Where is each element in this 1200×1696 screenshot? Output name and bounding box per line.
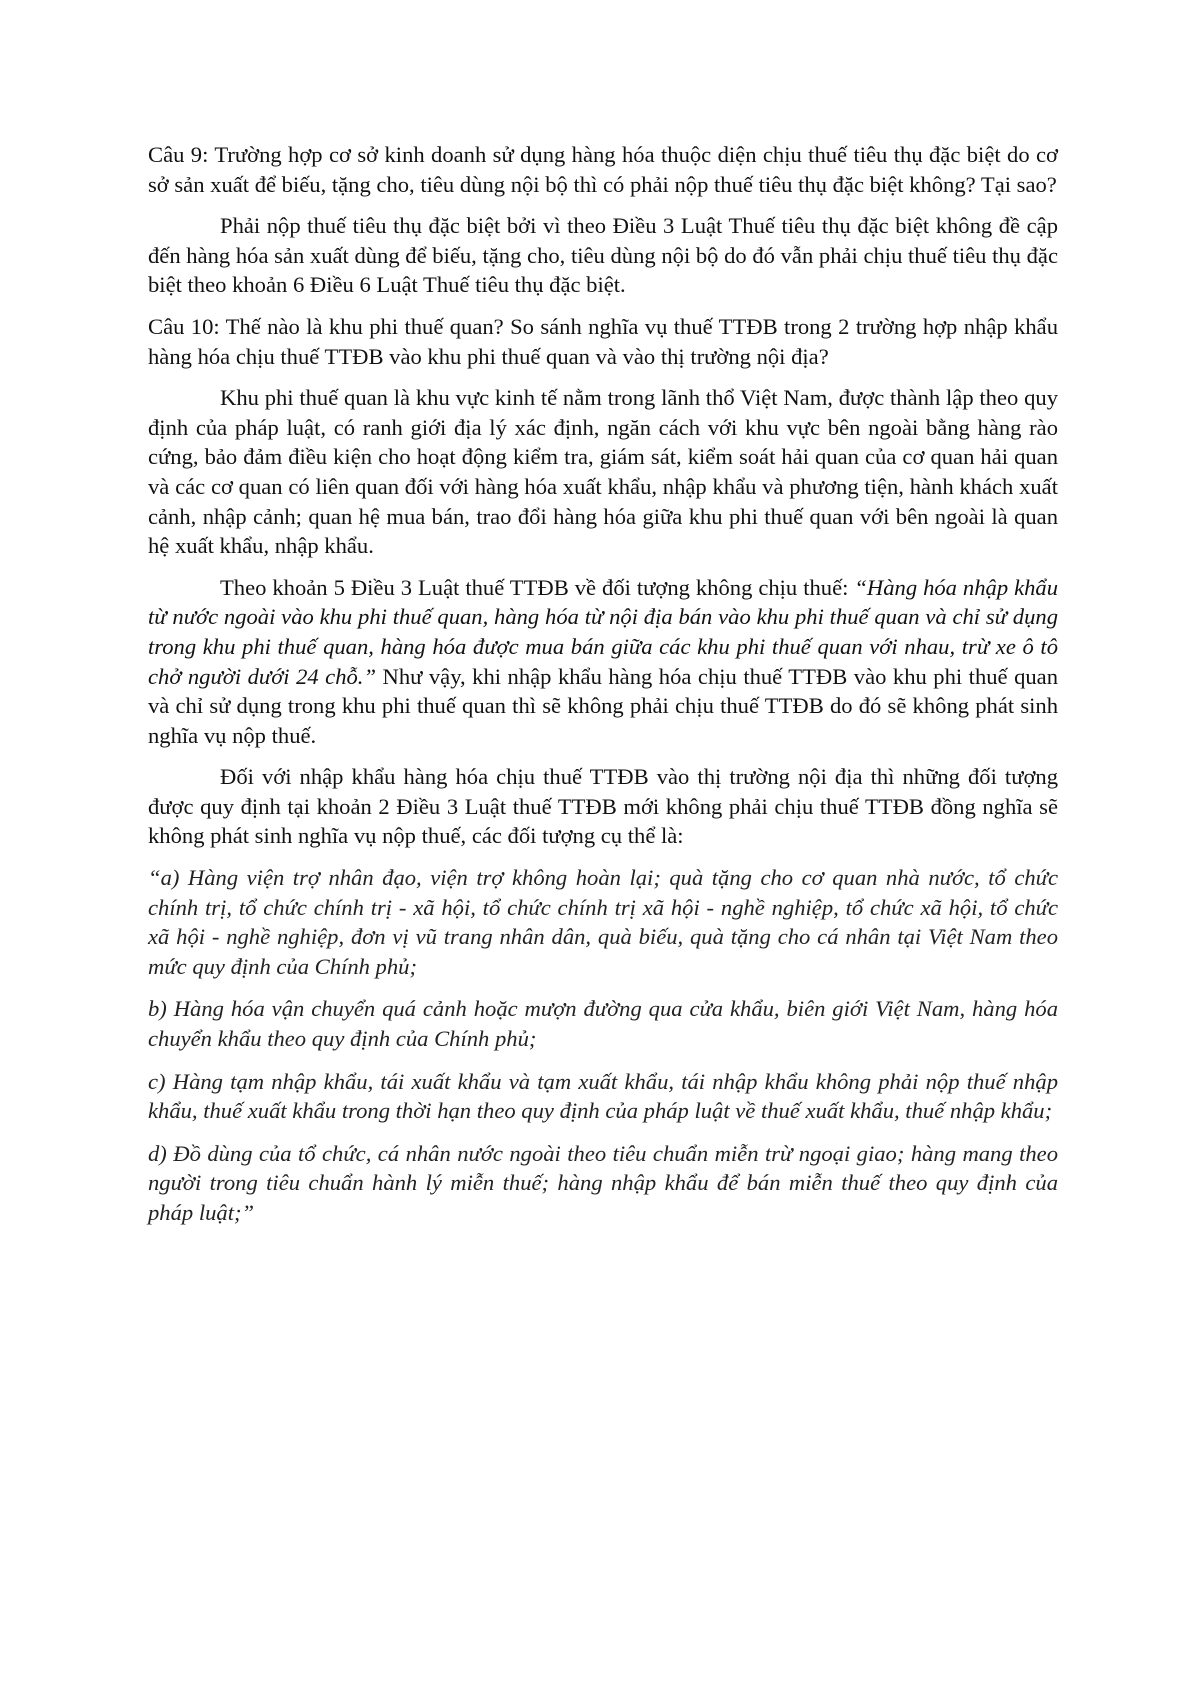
quoted-item-d: d) Đồ dùng của tổ chức, cá nhân nước ngoài theo tiêu chuẩn miễn trừ ngoại giao; hàng mang theo người trong tiêu chuẩn hành lý miễn thuế; hàng nhập khẩu để bán miễn thuế theo quy định của pháp luật;” bbox=[148, 1140, 1058, 1225]
paragraph-2-tail: Như vậy, khi nhập khẩu hàng hóa chịu thuế TTĐB vào khu phi thuế quan và chỉ sử dụng trong khu phi thuế quan thì sẽ không phải chịu thuế TTĐB do đó sẽ không phát sinh nghĩa vụ nộp thuế. bbox=[148, 663, 1058, 748]
question-9: Câu 9: Trường hợp cơ sở kinh doanh sử dụng hàng hóa thuộc diện chịu thuế tiêu thụ đặc biệt do cơ sở sản xuất để biếu, tặng cho, tiêu dùng nội bộ thì có phải nộp thuế tiêu thụ đặc biệt không? Tại sao? bbox=[148, 142, 1058, 197]
answer-10-paragraph-2 bbox=[148, 573, 1058, 751]
answer-10-definition: Khu phi thuế quan là khu vực kinh tế nằm trong lãnh thổ Việt Nam, được thành lập theo quy định của pháp luật, có ranh giới địa lý xác định, ngăn cách với khu vực bên ngoài bằng hàng rào cứng, bảo đảm điều kiện cho hoạt động kiểm tra, giám sát, kiểm soát hải quan của cơ quan hải quan và các cơ quan có liên quan đối với hàng hóa xuất khẩu, nhập khẩu và phương tiện, hành khách xuất cảnh, nhập cảnh; quan hệ mua bán, trao đổi hàng hóa giữa khu phi thuế quan với bên ngoài là quan hệ xuất khẩu, nhập khẩu. bbox=[148, 385, 1058, 559]
quoted-item-b: b) Hàng hóa vận chuyển quá cảnh hoặc mượn đường qua cửa khẩu, biên giới Việt Nam, hàng hóa chuyển khẩu theo quy định của Chính phủ; bbox=[148, 996, 1058, 1052]
paragraph-2-lead: Theo khoản 5 Điều 3 Luật thuế TTĐB về đối tượng không chịu thuế: bbox=[220, 574, 855, 600]
answer-9: Phải nộp thuế tiêu thụ đặc biệt bởi vì theo Điều 3 Luật Thuế tiêu thụ đặc biệt không đề cập đến hàng hóa sản xuất dùng để biếu, tặng cho, tiêu dùng nội bộ do đó vẫn phải chịu thuế tiêu thụ đặc biệt theo khoản 6 Điều 6 Luật Thuế tiêu thụ đặc biệt. bbox=[148, 213, 1058, 298]
quoted-item-c: c) Hàng tạm nhập khẩu, tái xuất khẩu và tạm xuất khẩu, tái nhập khẩu không phải nộp thuế nhập khẩu, thuế xuất khẩu trong thời hạn theo quy định của pháp luật về thuế xuất khẩu, thuế nhập khẩu; bbox=[148, 1068, 1058, 1124]
paragraph-2-quote: “Hàng hóa nhập khẩu từ nước ngoài vào khu phi thuế quan, hàng hóa từ nội địa bán vào khu phi thuế quan và chỉ sử dụng trong khu phi thuế quan, hàng hóa được mua bán giữa các khu phi thuế quan với nhau, trừ xe ô tô chở người dưới 24 chỗ.” bbox=[148, 574, 1059, 689]
document-page bbox=[148, 140, 1058, 1241]
quoted-item-a: “a) Hàng viện trợ nhân đạo, viện trợ không hoàn lại; quà tặng cho cơ quan nhà nước, tổ chức chính trị, tổ chức chính trị - xã hội, tổ chức chính trị xã hội - nghề nghiệp, tổ chức xã hội, tổ chức xã hội - nghề nghiệp, đơn vị vũ trang nhân dân, quà biếu, quà tặng cho cá nhân tại Việt Nam theo mức quy định của Chính phủ; bbox=[148, 865, 1058, 979]
question-10: Câu 10: Thế nào là khu phi thuế quan? So sánh nghĩa vụ thuế TTĐB trong 2 trường hợp nhập khẩu hàng hóa chịu thuế TTĐB vào khu phi thuế quan và vào thị trường nội địa? bbox=[148, 313, 1058, 369]
answer-10-paragraph-3: Đối với nhập khẩu hàng hóa chịu thuế TTĐB vào thị trường nội địa thì những đối tượng được quy định tại khoản 2 Điều 3 Luật thuế TTĐB mới không phải chịu thuế TTĐB đồng nghĩa sẽ không phát sinh nghĩa vụ nộp thuế, các đối tượng cụ thể là: bbox=[148, 764, 1058, 849]
